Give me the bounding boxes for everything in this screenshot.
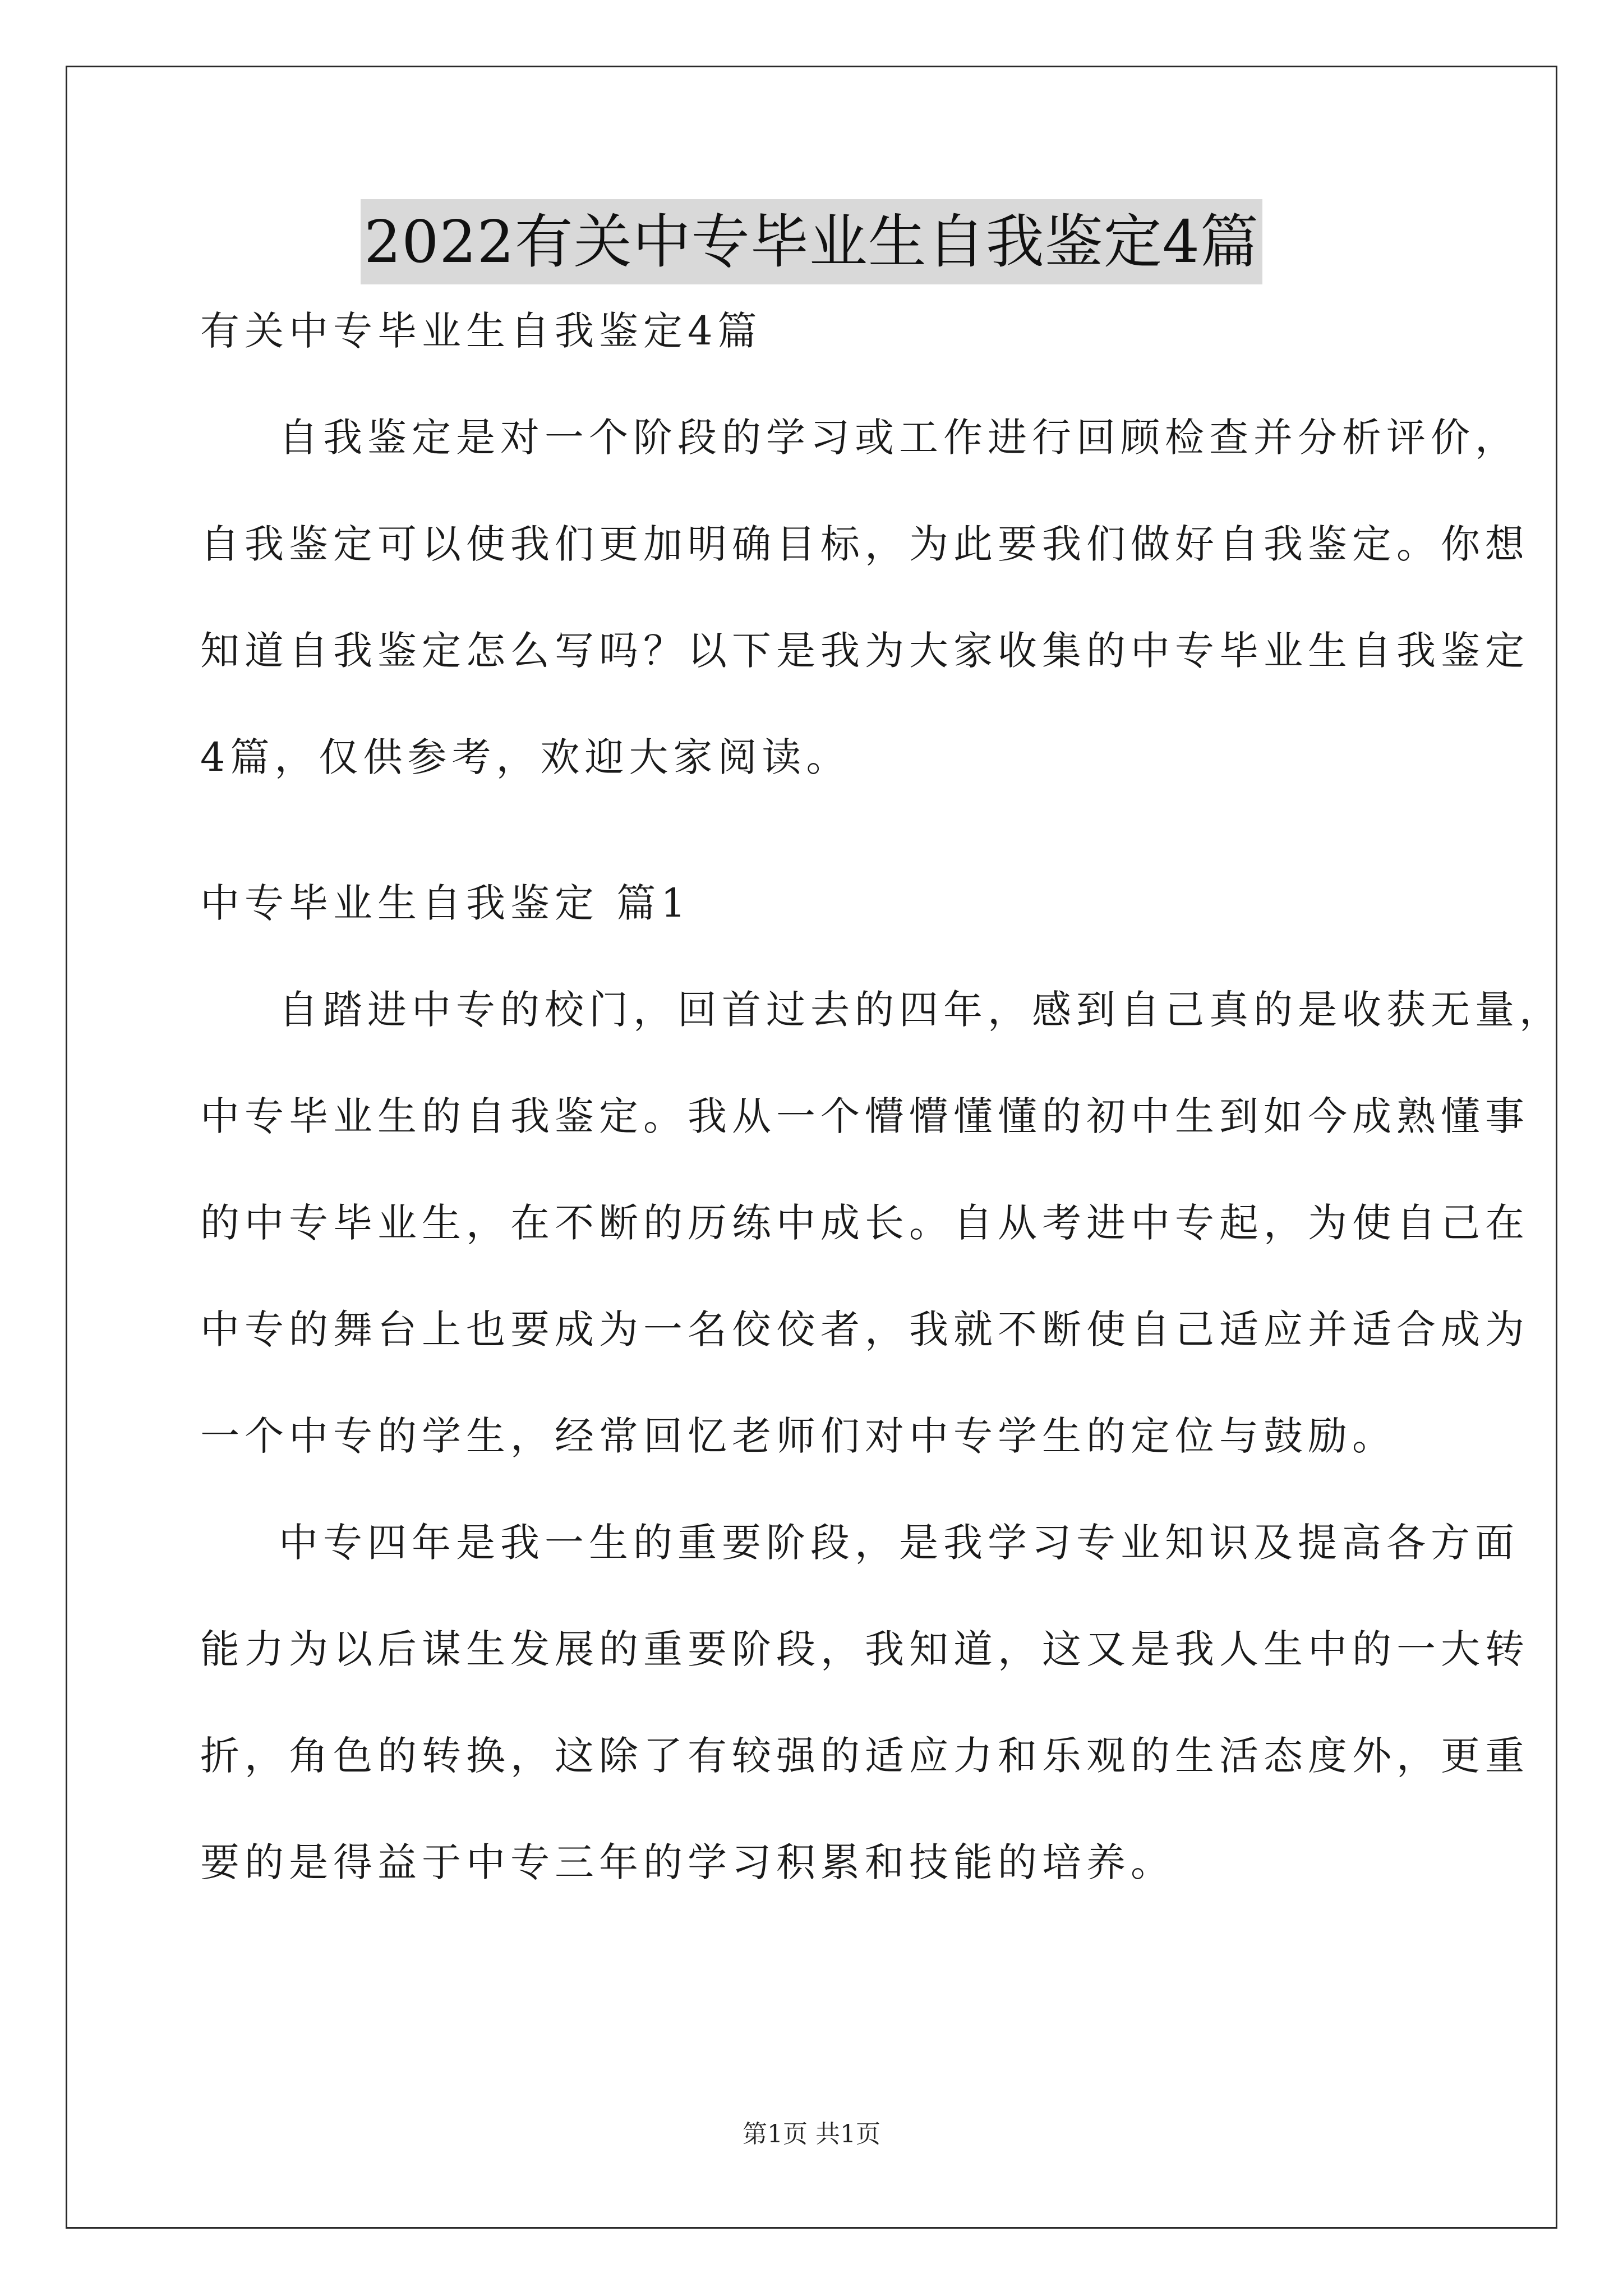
paragraph-line: 中专的舞台上也要成为一名佼佼者，我就不断使自己适应并适合成为 xyxy=(200,1306,1529,1352)
page-footer: 第1页 共1页 xyxy=(743,2120,880,2148)
paragraph-line: 折，角色的转换，这除了有较强的适应力和乐观的生活态度外，更重 xyxy=(200,1733,1529,1779)
paragraph-line: 要的是得益于中专三年的学习积累和技能的培养。 xyxy=(200,1839,1175,1885)
document-body xyxy=(200,306,1564,1944)
paragraph-line: 自踏进中专的校门，回首过去的四年，感到自己真的是收获无量， xyxy=(279,987,1564,1033)
intro-line: 知道自我鉴定怎么写吗？以下是我为大家收集的中专毕业生自我鉴定 xyxy=(200,628,1529,674)
document-title: 2022有关中专毕业生自我鉴定4篇 xyxy=(361,199,1262,284)
paragraph-line: 的中专毕业生，在不断的历练中成长。自从考进中专起，为使自己在 xyxy=(200,1200,1529,1246)
paragraph-line: 中专毕业生的自我鉴定。我从一个懵懵懂懂的初中生到如今成熟懂事 xyxy=(200,1093,1529,1139)
paragraph-line: 能力为以后谋生发展的重要阶段，我知道，这又是我人生中的一大转 xyxy=(200,1626,1529,1672)
document-subtitle: 有关中专毕业生自我鉴定4篇 xyxy=(200,308,762,354)
paragraph-1 xyxy=(200,984,1564,1461)
paragraph-line: 一个中专的学生，经常回忆老师们对中专学生的定位与鼓励。 xyxy=(200,1413,1396,1459)
section-heading: 中专毕业生自我鉴定 篇1 xyxy=(200,880,691,926)
intro-line: 自我鉴定可以使我们更加明确目标，为此要我们做好自我鉴定。你想 xyxy=(200,521,1529,567)
paragraph-2 xyxy=(200,1517,1529,1888)
title-container xyxy=(0,199,1623,284)
intro-line: 自我鉴定是对一个阶段的学习或工作进行回顾检查并分析评价， xyxy=(279,415,1519,461)
intro-line: 4篇，仅供参考，欢迎大家阅读。 xyxy=(200,734,851,780)
intro-paragraph xyxy=(200,412,1529,783)
paragraph-line: 中专四年是我一生的重要阶段，是我学习专业知识及提高各方面 xyxy=(279,1520,1519,1566)
